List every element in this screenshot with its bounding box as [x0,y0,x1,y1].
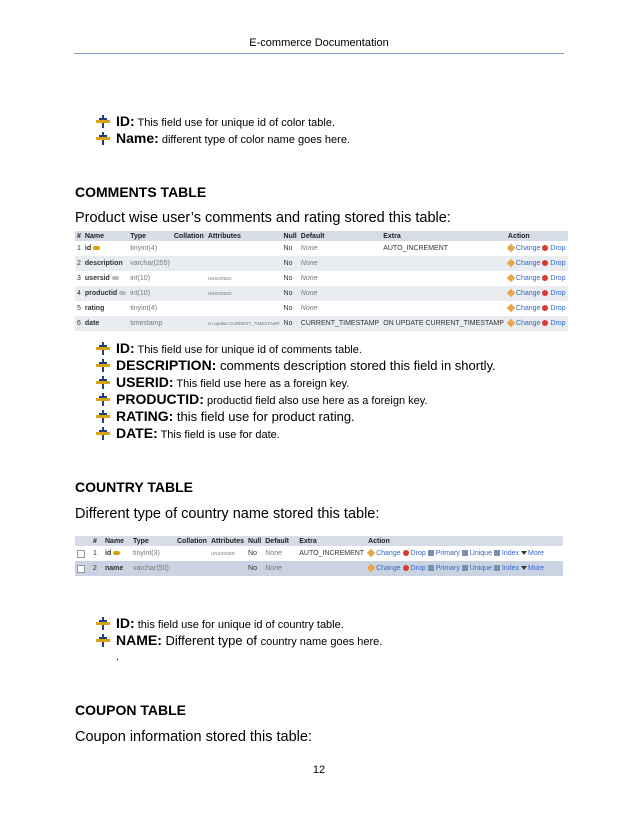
drop-icon [542,245,548,251]
col-extra: Extra [381,231,506,241]
cell-default: None [263,561,297,576]
cell-type: varchar(50) [131,561,175,576]
cell-attr: on update CURRENT_TIMESTAMP [206,316,282,331]
drop-link[interactable]: Drop [550,275,566,282]
cell-null: No [282,286,299,301]
cell-null: No [283,275,293,282]
cell-name: id [84,245,92,252]
col-attributes: Attributes [210,537,245,545]
index-link[interactable]: Index [501,565,520,572]
bullet-pin-icon [96,342,110,355]
pencil-icon [367,549,375,557]
table-row [75,561,563,576]
coupon-intro: Coupon information stored this table: [75,729,312,745]
cell-default: None [299,256,381,271]
pencil-icon [507,259,515,267]
cell-default: None [265,550,282,557]
drop-link[interactable]: Drop [550,260,566,267]
bullet-pin-icon [96,376,110,389]
table-row [75,241,568,256]
primary-icon [428,565,434,571]
bullet-key: DESCRIPTION: [116,357,217,373]
pencil-icon [507,319,515,327]
cell-extra [381,286,506,301]
stray-dot: . [116,651,120,663]
primary-icon [428,550,434,556]
cell-num: 1 [93,550,97,557]
col-default: Default [263,536,297,546]
cell-type: timestamp [128,316,172,331]
pencil-icon [507,244,515,252]
col-name: Name [103,536,131,546]
pencil-icon [507,289,515,297]
index-key-icon [112,276,119,280]
drop-link[interactable]: Drop [550,305,566,312]
table-row [75,301,568,316]
cell-attr [206,256,282,271]
cell-num: 6 [75,316,83,331]
cell-null: No [282,256,299,271]
more-link[interactable]: More [528,565,544,572]
unique-link[interactable]: Unique [469,565,492,572]
table-row [75,256,568,271]
bullet-pin-icon [96,427,110,440]
change-link[interactable]: Change [515,275,541,282]
col-type: Type [131,536,175,546]
cell-null: No [248,550,257,557]
bullet-key: USERID: [116,374,174,390]
cell-default: None [300,245,318,252]
col-collation: Collation [173,232,204,240]
drop-icon [542,290,548,296]
cell-type: varchar(255) [128,256,172,271]
bullet-key: ID: [116,113,135,129]
cell-name: description [84,260,123,267]
drop-link[interactable]: Drop [410,550,426,557]
cell-null: No [283,305,293,312]
cell-num: 2 [91,561,103,576]
header-rule [74,53,564,54]
drop-link[interactable]: Drop [410,565,426,572]
col-num: # [91,536,103,546]
cell-num: 3 [77,275,81,282]
cell-type: int(10) [128,286,172,301]
col-action: Action [366,536,563,546]
change-link[interactable]: Change [515,305,541,312]
page-number: 12 [312,764,326,776]
cell-default: None [299,286,381,301]
drop-icon [542,275,548,281]
comments-table [75,231,568,331]
bullet-text: comments description stored this field in shortly. [216,358,496,373]
cell-null: No [282,316,299,331]
col-attributes: Attributes [206,231,282,241]
cell-extra [297,561,366,576]
cell-attr: UNSIGNED [206,286,282,301]
drop-icon [542,305,548,311]
table-header-row [75,231,568,241]
bullet-pin-icon [96,132,110,145]
change-link[interactable]: Change [376,565,401,572]
bullet-text: this field use for product rating. [173,409,355,424]
index-key-icon [119,291,126,295]
table-row [75,286,568,301]
bullet-key: RATING: [116,408,174,424]
cell-num: 5 [77,305,81,312]
col-type: Type [128,231,172,241]
cell-null: No [283,245,293,252]
comments-intro: Product wise user’s comments and rating stored this table: [75,210,451,226]
bullet-key: Name: [116,130,159,146]
bullet-pin-icon [96,115,110,128]
cell-attr [206,241,282,256]
cell-extra [381,301,506,316]
pencil-icon [507,274,515,282]
col-name: Name [83,231,128,241]
cell-default: None [300,305,318,312]
unique-link[interactable]: Unique [469,550,492,557]
table-header-row [75,536,563,546]
col-num: # [77,232,81,240]
bullet-text: this field use for unique id of country table. [134,619,344,631]
cell-type: int(10) [130,275,151,282]
cell-default: None [300,275,318,282]
cell-attr [209,561,246,576]
bullet-text: This field use for unique id of color table. [134,117,336,129]
comments-heading: COMMENTS TABLE [75,184,207,200]
cell-extra [381,271,506,286]
index-link[interactable]: Index [501,550,520,557]
bullet-text: This field use for unique id of comments table. [134,344,362,356]
cell-extra: ON UPDATE CURRENT_TIMESTAMP [381,316,506,331]
cell-extra [381,256,506,271]
drop-icon [403,550,409,556]
drop-icon [542,260,548,266]
col-default: Default [299,231,381,241]
bullet-pin-icon [96,410,110,423]
cell-name: name [105,565,124,572]
cell-default: CURRENT_TIMESTAMP [299,316,381,331]
bullet-pin-icon [96,617,110,630]
unique-icon [462,550,468,556]
row-checkbox[interactable] [77,565,85,573]
bullet-key: ID: [116,615,135,631]
change-link[interactable]: Change [376,550,401,557]
bullet-key: DATE: [116,425,158,441]
cell-num: 2 [75,256,83,271]
cell-num: 1 [77,245,81,252]
cell-num: 4 [75,286,83,301]
drop-link[interactable]: Drop [550,320,566,327]
change-link[interactable]: Change [515,245,541,252]
coupon-heading: COUPON TABLE [75,702,186,718]
index-icon [494,565,500,571]
col-action: Action [506,231,568,241]
drop-icon [542,320,548,326]
country-table [75,536,563,576]
bullet-text: This field use here as a foreign key. [173,378,350,390]
cell-extra: AUTO_INCREMENT [383,245,449,252]
col-extra: Extra [297,536,366,546]
change-link[interactable]: Change [515,290,541,297]
bullet-pin-icon [96,359,110,372]
table-row [75,271,568,286]
col-null: Null [248,537,262,545]
cell-name: productid [84,290,118,297]
cell-attr: UNSIGNED [210,551,235,556]
index-icon [494,550,500,556]
bullet-key: ID: [116,340,135,356]
bullet-text: productid field also use here as a foreign key. [203,395,428,407]
more-link[interactable]: More [528,550,544,557]
cell-null: No [246,561,263,576]
pencil-icon [507,304,515,312]
drop-link[interactable]: Drop [550,290,566,297]
drop-link[interactable]: Drop [550,245,566,252]
bullet-pin-icon [96,393,110,406]
change-link[interactable]: Change [515,260,541,267]
bullet-key: NAME: [116,632,162,648]
bullet-text: This field is use for date. [157,429,280,441]
primary-link[interactable]: Primary [435,565,460,572]
cell-name: usersid [84,275,110,282]
table-row [75,316,568,331]
cell-name: rating [84,305,105,312]
bullet-text: Different type of [161,633,261,648]
page-header: E-commerce Documentation [249,37,389,49]
change-link[interactable]: Change [515,320,541,327]
cell-type: tinyint(4) [130,305,158,312]
country-intro: Different type of country name stored this table: [75,506,380,522]
drop-icon [403,565,409,571]
cell-type: tinyint(4) [130,245,158,252]
country-heading: COUNTRY TABLE [75,479,193,495]
cell-attr: UNSIGNED [207,276,232,281]
pencil-icon [367,564,375,572]
unique-icon [462,565,468,571]
row-checkbox[interactable] [77,550,85,558]
primary-link[interactable]: Primary [435,550,460,557]
col-collation: Collation [177,537,207,545]
bullet-text-cont: country name goes here. [260,636,383,648]
bullet-pin-icon [96,634,110,647]
primary-key-icon [113,551,120,555]
primary-key-icon [93,246,100,250]
cell-extra: AUTO_INCREMENT [299,550,365,557]
cell-name: date [84,320,100,327]
bullet-key: PRODUCTID: [116,391,204,407]
cell-attr [206,301,282,316]
cell-type: tinyint(3) [133,550,160,557]
cell-name: id [105,550,112,557]
bullet-text: different type of color name goes here. [158,134,350,146]
table-row [75,546,563,561]
more-dropdown-icon [521,551,527,555]
col-null: Null [283,232,297,240]
more-dropdown-icon [521,566,527,570]
